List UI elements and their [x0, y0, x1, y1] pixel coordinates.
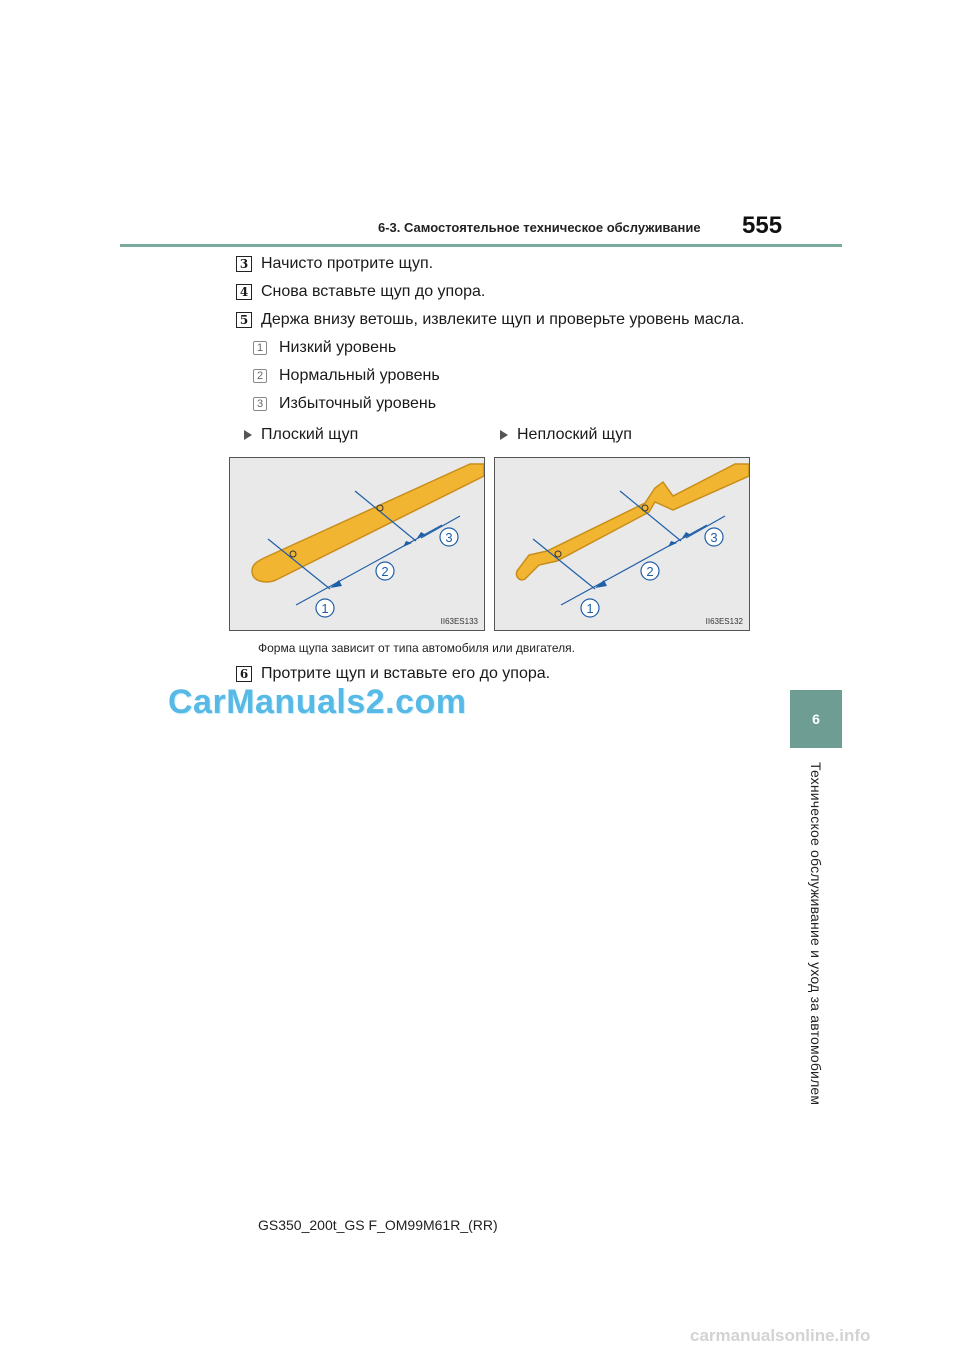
chapter-side-title: Техническое обслуживание и уход за автомобилем	[808, 762, 824, 1106]
page-number: 555	[742, 212, 783, 239]
dipstick-shape	[252, 464, 484, 582]
level-text: Низкий уровень	[279, 339, 397, 356]
step-text: Начисто протрите щуп.	[261, 255, 434, 272]
nonflat-dipstick-illustration	[495, 458, 749, 630]
level-low	[253, 339, 396, 357]
level-text: Избыточный уровень	[279, 395, 437, 412]
callout-1-label: 1	[586, 601, 594, 616]
figure-nonflat-dipstick	[494, 457, 750, 631]
flat-dipstick-illustration	[230, 458, 484, 630]
figure-code: II63ES133	[440, 617, 478, 626]
step-text: Снова вставьте щуп до упора.	[261, 283, 486, 300]
step-number-badge: 5	[236, 312, 252, 328]
callout-2-label: 2	[381, 564, 389, 579]
callout-1-label: 1	[321, 601, 329, 616]
step-number-badge: 6	[236, 666, 252, 682]
level-text: Нормальный уровень	[279, 367, 440, 384]
callout-2-label: 2	[646, 564, 654, 579]
variant-nonflat-label	[500, 426, 632, 444]
level-number-badge: 1	[253, 341, 267, 355]
step-5	[236, 311, 744, 329]
step-4	[236, 283, 485, 301]
level-excess	[253, 395, 436, 413]
step-6	[236, 665, 550, 683]
section-title: 6-3. Самостоятельное техническое обслуживание	[378, 220, 701, 235]
step-3	[236, 255, 433, 273]
figure-flat-dipstick	[229, 457, 485, 631]
header-rule	[120, 244, 842, 247]
level-normal	[253, 367, 440, 385]
level-number-badge: 2	[253, 369, 267, 383]
variant-flat-label	[244, 426, 358, 444]
watermark-logo: CarManuals2.com	[168, 683, 467, 721]
step-text: Протрите щуп и вставьте его до упора.	[261, 665, 551, 682]
step-text: Держа внизу ветошь, извлеките щуп и проверьте уровень масла.	[261, 311, 745, 328]
callout-3-label: 3	[710, 530, 718, 545]
chapter-tab: 6	[790, 690, 842, 748]
callout-3-label: 3	[445, 530, 453, 545]
step-number-badge: 3	[236, 256, 252, 272]
variant-text: Плоский щуп	[261, 426, 359, 443]
variant-text: Неплоский щуп	[517, 426, 632, 443]
figure-caption: Форма щупа зависит от типа автомобиля или двигателя.	[258, 641, 575, 655]
triangle-bullet-icon	[244, 430, 252, 440]
step-number-badge: 4	[236, 284, 252, 300]
footer-manual-code: GS350_200t_GS F_OM99M61R_(RR)	[258, 1217, 498, 1233]
figure-code: II63ES132	[705, 617, 743, 626]
triangle-bullet-icon	[500, 430, 508, 440]
level-number-badge: 3	[253, 397, 267, 411]
site-watermark: carmanualsonline.info	[690, 1326, 871, 1345]
